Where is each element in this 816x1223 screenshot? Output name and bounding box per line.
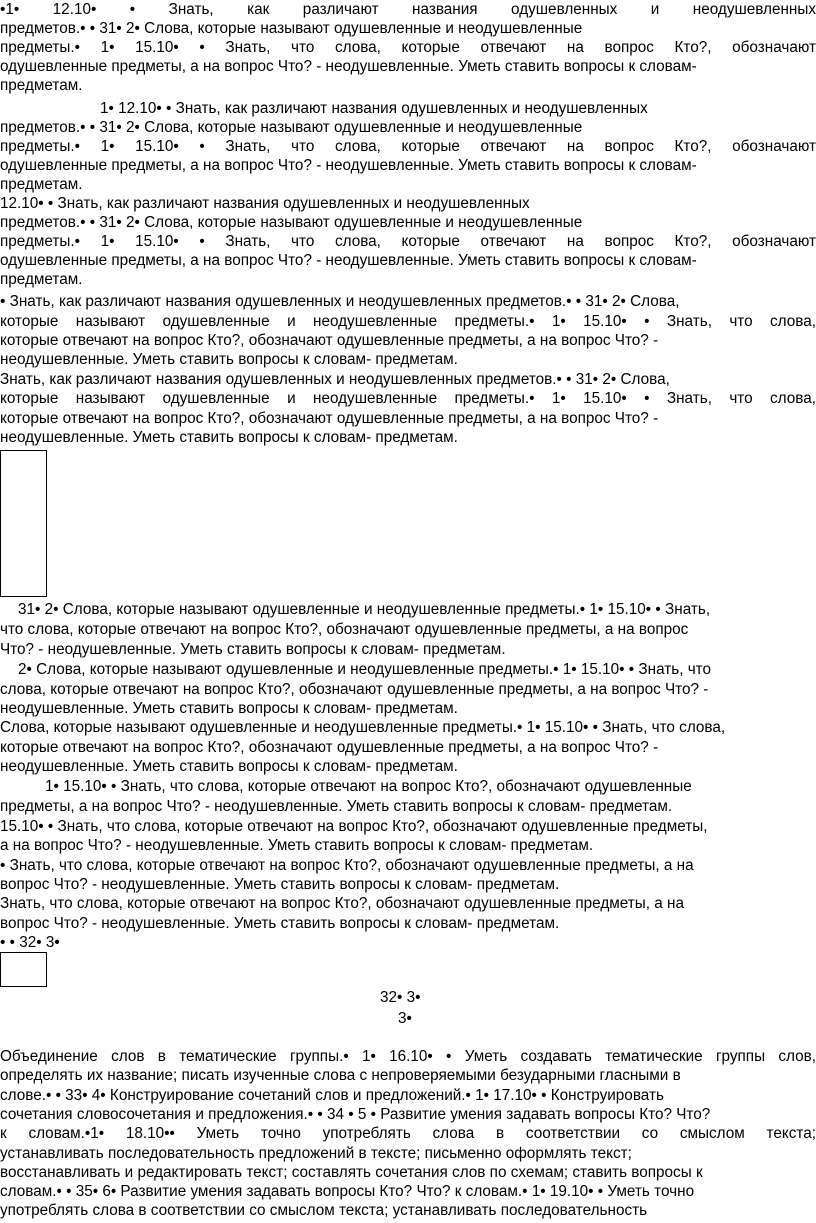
text-line: которые называют одушевленные и неодушевленные предметы.• 1• 15.10• • Знать, что слова, <box>0 313 816 330</box>
text-line: определять их название; писать изученные слова с непроверяемыми безударными гласными в <box>0 1067 681 1084</box>
text-line: употреблять слова в соответствии со смыслом текста; устанавливать последовательность <box>0 1202 648 1219</box>
text-line: одушевленные предметы, а на вопрос Что? - неодушевленные. Уметь ставить вопросы к словам- <box>0 58 697 75</box>
text-line: Знать, что слова, которые отвечают на вопрос Кто?, обозначают одушевленные предметы, а на <box>0 895 684 912</box>
text-line: предметы, а на вопрос Что? - неодушевленные. Уметь ставить вопросы к словам- предметам. <box>0 798 673 815</box>
text-line: 32• 3• <box>380 989 421 1006</box>
text-line: вопрос Что? - неодушевленные. Уметь ставить вопросы к словам- предметам. <box>0 876 560 893</box>
empty-frame-box <box>0 450 47 597</box>
text-line: 3• <box>398 1010 412 1027</box>
text-line: которые отвечают на вопрос Кто?, обозначают одушевленные предметы, а на вопрос Что? - <box>0 739 659 756</box>
text-line: Знать, как различают названия одушевленных и неодушевленных предметов.• • 31• 2• Слова, <box>0 371 670 388</box>
text-line: предметов.• • 31• 2• Слова, которые называют одушевленные и неодушевленные <box>0 119 583 136</box>
text-line: •1• 12.10• • Знать, как различают названия одушевленных и неодушевленных <box>0 1 816 18</box>
text-line: Объединение слов в тематические группы.• 1• 16.10• • Уметь создавать тематические группы слов, <box>0 1048 816 1065</box>
text-line: а на вопрос Что? - неодушевленные. Уметь ставить вопросы к словам- предметам. <box>0 837 594 854</box>
text-line: предметов.• • 31• 2• Слова, которые называют одушевленные и неодушевленные <box>0 20 583 37</box>
text-line: сочетания словосочетания и предложения.• • 34 • 5 • Развитие умения задавать вопросы Кто? Что? <box>0 1106 711 1123</box>
text-line: одушевленные предметы, а на вопрос Что? - неодушевленные. Уметь ставить вопросы к словам- <box>0 252 697 269</box>
text-line: вопрос Что? - неодушевленные. Уметь ставить вопросы к словам- предметам. <box>0 915 560 932</box>
text-line: предметы.• 1• 15.10• • Знать, что слова, которые отвечают на вопрос Кто?, обозначают <box>0 233 816 250</box>
text-line: неодушевленные. Уметь ставить вопросы к словам- предметам. <box>0 700 458 717</box>
text-line: предметы.• 1• 15.10• • Знать, что слова, которые отвечают на вопрос Кто?, обозначают <box>0 39 816 56</box>
text-line: слова, которые отвечают на вопрос Кто?, обозначают одушевленные предметы, а на вопрос Что? - <box>0 681 709 698</box>
text-line: которые называют одушевленные и неодушевленные предметы.• 1• 15.10• • Знать, что слова, <box>0 390 816 407</box>
text-line: неодушевленные. Уметь ставить вопросы к словам- предметам. <box>0 429 458 446</box>
text-line: словам.• • 35• 6• Развитие умения задавать вопросы Кто? Что? к словам.• 1• 19.10• • Уметь точно <box>0 1183 695 1200</box>
text-line: что слова, которые отвечают на вопрос Кто?, обозначают одушевленные предметы, а на вопрос <box>0 621 689 638</box>
text-line: которые отвечают на вопрос Кто?, обозначают одушевленные предметы, а на вопрос Что? - <box>0 410 659 427</box>
text-line: восстанавливать и редактировать текст; составлять сочетания слов по схемам; ставить вопросы к <box>0 1164 703 1181</box>
text-line: 12.10• • Знать, как различают названия одушевленных и неодушевленных <box>0 195 530 212</box>
text-line: одушевленные предметы, а на вопрос Что? - неодушевленные. Уметь ставить вопросы к словам- <box>0 157 697 174</box>
text-line: к словам.•1• 18.10•• Уметь точно употреблять слова в соответствии со смыслом текста; <box>0 1125 816 1142</box>
text-line: Слова, которые называют одушевленные и неодушевленные предметы.• 1• 15.10• • Знать, что слова, <box>0 719 726 736</box>
text-line: предметы.• 1• 15.10• • Знать, что слова, которые отвечают на вопрос Кто?, обозначают <box>0 138 816 155</box>
text-line: неодушевленные. Уметь ставить вопросы к словам- предметам. <box>0 758 458 775</box>
text-line: предметов.• • 31• 2• Слова, которые называют одушевленные и неодушевленные <box>0 214 583 231</box>
text-line: устанавливать последовательность предложений в тексте; письменно оформлять текст; <box>0 1145 632 1162</box>
text-line: 15.10• • Знать, что слова, которые отвечают на вопрос Кто?, обозначают одушевленные предметы, <box>0 818 708 835</box>
text-line: которые отвечают на вопрос Кто?, обозначают одушевленные предметы, а на вопрос Что? - <box>0 332 659 349</box>
text-line: 1• 12.10• • Знать, как различают названия одушевленных и неодушевленных <box>100 100 648 117</box>
text-line: предметам. <box>0 176 83 193</box>
text-line: Что? - неодушевленные. Уметь ставить вопросы к словам- предметам. <box>0 641 506 658</box>
text-line: предметам. <box>0 271 83 288</box>
text-line: 1• 15.10• • Знать, что слова, которые отвечают на вопрос Кто?, обозначают одушевленные <box>45 778 692 795</box>
text-line: неодушевленные. Уметь ставить вопросы к словам- предметам. <box>0 351 458 368</box>
text-line: слове.• • 33• 4• Конструирование сочетаний слов и предложений.• 1• 17.10• • Конструировать <box>0 1087 664 1104</box>
text-line: 2• Слова, которые называют одушевленные и неодушевленные предметы.• 1• 15.10• • Знать, что <box>18 661 712 678</box>
text-line: предметам. <box>0 77 83 94</box>
text-line: • Знать, как различают названия одушевленных и неодушевленных предметов.• • 31• 2• Слова, <box>0 293 680 310</box>
empty-frame-box-small <box>0 952 47 987</box>
text-line: 31• 2• Слова, которые называют одушевленные и неодушевленные предметы.• 1• 15.10• • Знать, <box>18 601 711 618</box>
text-line: • • 32• 3• <box>0 934 60 951</box>
text-line: • Знать, что слова, которые отвечают на вопрос Кто?, обозначают одушевленные предметы, а на <box>0 857 694 874</box>
